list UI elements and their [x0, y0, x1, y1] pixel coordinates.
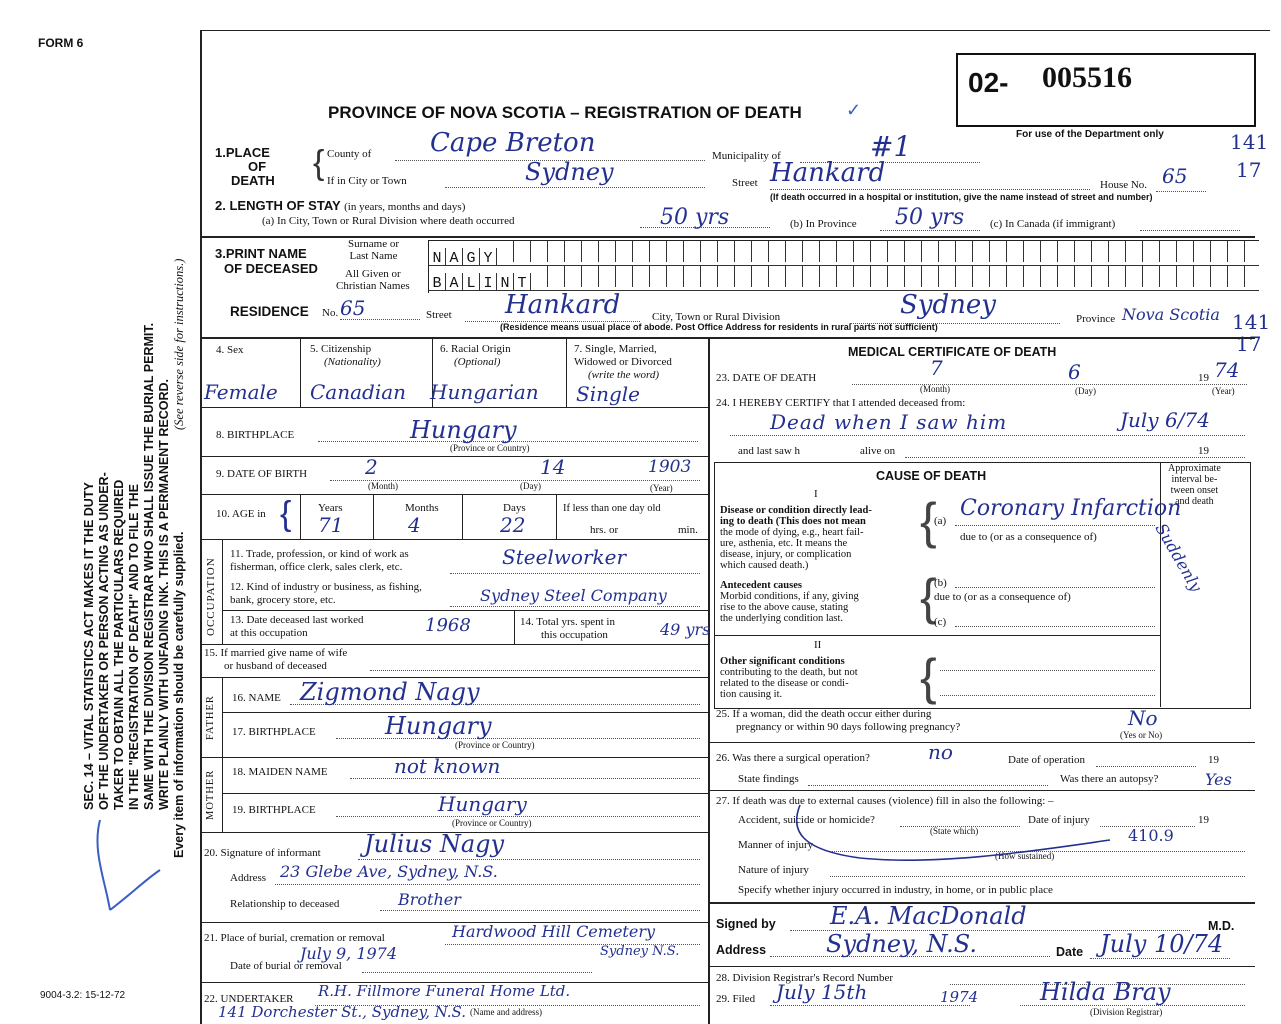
margin-pen-mark [90, 800, 170, 920]
pregnancy-value: No [1128, 706, 1158, 730]
industry-value: Sydney Steel Company [480, 586, 667, 605]
birthplace-value: Hungary [410, 416, 517, 444]
age-days: 22 [500, 513, 526, 537]
filed-year: 1974 [940, 988, 979, 1006]
last-worked-value: 1968 [425, 615, 471, 636]
dept-code: 17 [1236, 158, 1262, 182]
registrar-signature: Hilda Bray [1040, 978, 1171, 1006]
residence-no-value: 65 [340, 296, 366, 320]
length-of-stay-label: 2. LENGTH OF STAY (in years, months and days) [215, 198, 466, 213]
residence-street-value: Hankard [505, 290, 621, 320]
dept-code: 141 [1230, 130, 1269, 154]
filed-date: July 15th [776, 980, 868, 1004]
check-mark-icon: ✓ [846, 100, 862, 120]
father-name-value: Zigmond Nagy [300, 678, 480, 706]
sec14-notice: SEC. 14 – VITAL STATISTICS ACT MAKES IT THE DUTY OF THE UNDERTAKER OR PERSON ACTING AS UNDER- TAKER TO OBTAIN ALL THE PARTICULARS REQUIRED IN THE "REGISTRATION OF DEATH" AND TO FILE THE SAME WITH THE DIVISION REGISTRAR WHO SHALL ISSUE THE BURIAL PERMIT. WRITE PLAINLY WITH UNFADING INK. THIS IS A PERMANENT RECORD. [82, 322, 171, 810]
age-months: 4 [408, 513, 421, 537]
burial-place-city: Sydney N.S. [600, 944, 680, 959]
attended-from-value: Dead when I saw him [770, 410, 1008, 434]
name-grid [428, 240, 1259, 293]
dept-code: 141 [1232, 310, 1271, 334]
certification-date: July 10/74 [1100, 930, 1224, 958]
autopsy-value: Yes [1205, 770, 1232, 789]
racial-origin-value: Hungarian [430, 380, 539, 404]
residence-city-value: Sydney [900, 290, 996, 320]
sex-value: Female [204, 380, 278, 404]
citizenship-value: Canadian [310, 380, 407, 404]
mother-side-label: MOTHER [205, 769, 216, 820]
registration-number-box: 02- 005516 [956, 53, 1256, 127]
father-side-label: FATHER [205, 695, 216, 740]
cause-a-value: Coronary Infarction [960, 496, 1182, 521]
reverse-note: (See reverse side for instructions.) [172, 258, 186, 430]
form-id: FORM 6 [38, 36, 84, 50]
stay-city-value: 50 yrs [660, 205, 730, 230]
dob-month: 2 [365, 455, 378, 479]
dept-code: 17 [1236, 332, 1262, 356]
residence-label: RESIDENCE [230, 304, 309, 319]
mother-birthplace-value: Hungary [438, 792, 527, 816]
residence-province-value: Nova Scotia [1122, 305, 1220, 324]
stay-province-value: 50 yrs [895, 205, 965, 230]
physician-signature: E.A. MacDonald [830, 902, 1027, 930]
dob-year: 1903 [648, 457, 692, 477]
form-code: 9004-3.2: 15-12-72 [40, 990, 126, 1001]
death-day: 6 [1068, 360, 1081, 384]
surgery-value: no [928, 740, 953, 764]
instruction-notice: Every item of information should be carefully supplied. [172, 531, 186, 858]
mother-maiden-name-value: not known [394, 754, 501, 778]
surname-row: N A G Y [429, 241, 1259, 266]
attended-date-value: July 6/74 [1120, 408, 1210, 432]
dept-use-label: For use of the Department only [1016, 129, 1164, 140]
burial-place-value: Hardwood Hill Cemetery [452, 922, 655, 941]
city-value: Sydney [525, 158, 614, 186]
physician-address: Sydney, N.S. [826, 930, 977, 958]
classification-code: 410.9 [1128, 826, 1174, 845]
total-years-value: 49 yrs [660, 620, 711, 639]
house-value: 65 [1162, 164, 1188, 188]
interval-a-value: Suddenly [1151, 520, 1206, 596]
informant-address: 23 Glebe Ave, Sydney, N.S. [280, 862, 498, 881]
form-title: PROVINCE OF NOVA SCOTIA – REGISTRATION OF DEATH [328, 103, 802, 122]
municipality-value: #1 [870, 130, 912, 163]
marital-status-value: Single [576, 382, 641, 406]
county-value: Cape Breton [430, 128, 596, 158]
death-month: 7 [930, 356, 943, 380]
pen-stroke-mark [780, 800, 1120, 870]
informant-signature: Julius Nagy [364, 830, 505, 858]
occupation-value: Steelworker [502, 545, 627, 569]
place-of-death-label: 1.PLACE OF DEATH [215, 145, 275, 188]
given-names-row: B A L I N T [429, 266, 1259, 291]
occupation-side-label: OCCUPATION [205, 557, 217, 636]
street-value: Hankard [770, 158, 886, 188]
undertaker-address-value: 141 Dorchester St., Sydney, N.S. [218, 1003, 467, 1021]
dob-day: 14 [540, 455, 566, 479]
undertaker-value: R.H. Fillmore Funeral Home Ltd. [318, 982, 571, 1000]
print-name-label: 3.PRINT NAME OF DECEASED [215, 246, 318, 276]
burial-date-value: July 9, 1974 [300, 944, 398, 963]
relationship-value: Brother [398, 890, 461, 909]
father-birthplace-value: Hungary [385, 712, 492, 740]
medical-certificate-title: MEDICAL CERTIFICATE OF DEATH [848, 345, 1057, 359]
age-years: 71 [318, 513, 344, 537]
death-year: 74 [1214, 358, 1240, 382]
